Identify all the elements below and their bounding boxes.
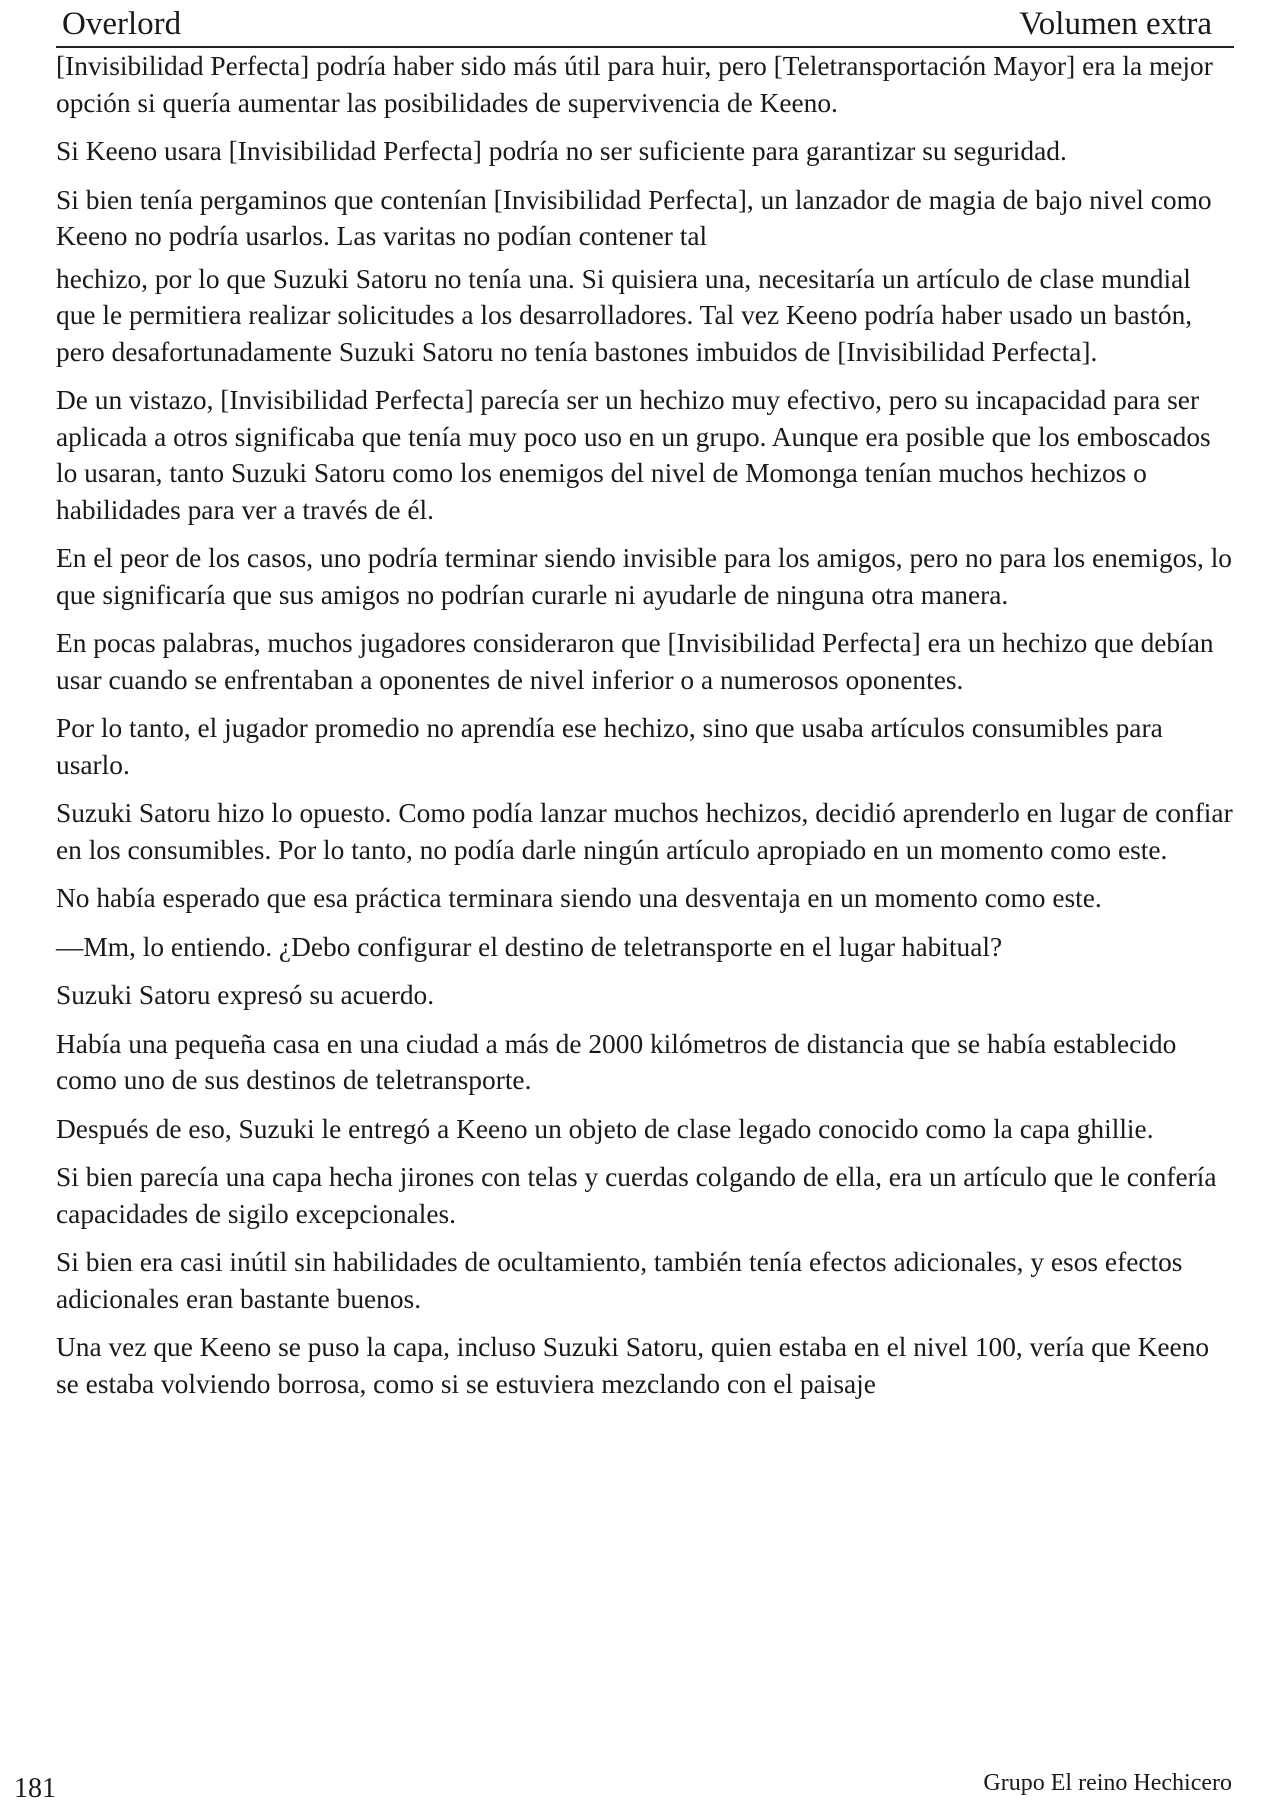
paragraph: Suzuki Satoru hizo lo opuesto. Como podía lanzar muchos hechizos, decidió aprenderlo en lugar de confiar en los consumibles. Por lo tanto, no podía darle ningún artículo apropiado en un momento como este.: [56, 798, 1233, 865]
page-number: 181: [14, 1773, 56, 1804]
paragraph: Si bien parecía una capa hecha jirones con telas y cuerdas colgando de ella, era un artículo que le confería capacidades de sigilo excepcionales.: [56, 1162, 1217, 1229]
page-header: [56, 6, 1234, 48]
paragraph: Después de eso, Suzuki le entregó a Keeno un objeto de clase legado conocido como la capa ghillie.: [56, 1113, 1154, 1144]
footer-group-credit: Grupo El reino Hechicero: [983, 1770, 1232, 1796]
paragraph: De un vistazo, [Invisibilidad Perfecta] parecía ser un hechizo muy efectivo, pero su incapacidad para ser aplicada a otros significaba que tenía muy poco uso en un grupo. Aunque era posible que los emboscados lo usaran, tanto Suzuki Satoru como los enemigos del nivel de Momonga tenían muchos hechizos o habilidades para ver a través de él.: [56, 385, 1211, 525]
volume-label: Volumen extra: [1019, 6, 1212, 42]
paragraph: Si Keeno usara [Invisibilidad Perfecta] podría no ser suficiente para garantizar su seguridad.: [56, 136, 1067, 166]
paragraph: Si bien tenía pergaminos que contenían [Invisibilidad Perfecta], un lanzador de magia de bajo nivel como Keeno no podría usarlos. Las varitas no podían contener tal: [56, 184, 1212, 251]
paragraph: Si bien era casi inútil sin habilidades de ocultamiento, también tenía efectos adicionales, y esos efectos adicionales eran bastante buenos.: [56, 1247, 1183, 1314]
paragraph: No había esperado que esa práctica terminara siendo una desventaja en un momento como este.: [56, 883, 1102, 913]
paragraph: Suzuki Satoru expresó su acuerdo.: [56, 980, 435, 1010]
paragraph: Una vez que Keeno se puso la capa, incluso Suzuki Satoru, quien estaba en el nivel 100, vería que Keeno se estaba volviendo borrosa, como si se estuviera mezclando con el paisaje: [56, 1332, 1210, 1399]
paragraph: [Invisibilidad Perfecta] podría haber sido más útil para huir, pero [Teletransportación Mayor] era la mejor opción si quería aumentar las posibilidades de supervivencia de Keeno.: [56, 51, 1213, 118]
paragraph: —Mm, lo entiendo. ¿Debo configurar el destino de teletransporte en el lugar habitual?: [56, 931, 1003, 962]
paragraph: Había una pequeña casa en una ciudad a más de 2000 kilómetros de distancia que se había establecido como uno de sus destinos de teletransporte.: [56, 1028, 1177, 1095]
paragraph: Por lo tanto, el jugador promedio no aprendía ese hechizo, sino que usaba artículos consumibles para usarlo.: [56, 713, 1163, 780]
body-text: [56, 48, 1234, 1414]
paragraph: En pocas palabras, muchos jugadores consideraron que [Invisibilidad Perfecta] era un hechizo que debían usar cuando se enfrentaban a oponentes de nivel inferior o a numerosos oponentes.: [56, 628, 1214, 695]
book-title: Overlord: [62, 6, 182, 42]
paragraph: En el peor de los casos, uno podría terminar siendo invisible para los amigos, pero no para los enemigos, lo que significaría que sus amigos no podrían curarle ni ayudarle de ninguna otra manera.: [56, 543, 1233, 610]
paragraph: hechizo, por lo que Suzuki Satoru no tenía una. Si quisiera una, necesitaría un artículo de clase mundial que le permitiera realizar solicitudes a los desarrolladores. Tal vez Keeno podría haber usado un bastón, pero desafortunadamente Suzuki Satoru no tenía bastones imbuidos de [Invisibilidad Perfecta].: [56, 263, 1193, 367]
